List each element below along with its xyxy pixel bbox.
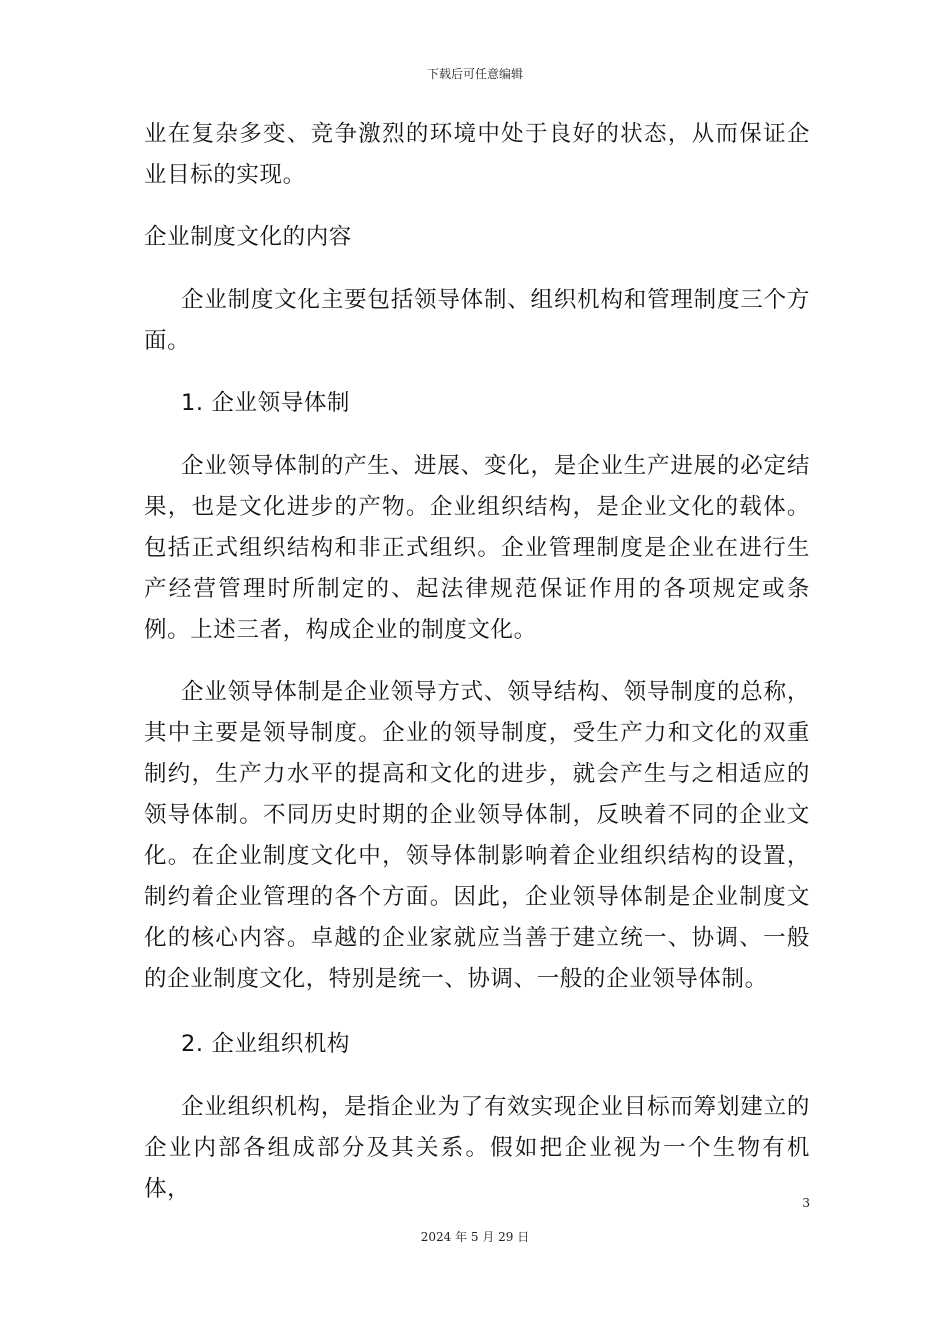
page-footer-date: 2024 年 5 月 29 日 xyxy=(420,1230,530,1244)
subheading-organization-structure: 2. 企业组织机构 xyxy=(181,1031,351,1057)
paragraph-organization-definition: 企业组织机构，是指企业为了有效实现企业目标而筹划建立的企业内部各组成部分及其关系。假如把企业视为一个生物有机体， xyxy=(144,1094,810,1202)
paragraph-leadership-definition: 企业领导体制是企业领导方式、领导结构、领导制度的总称，其中主要是领导制度。企业的领导制度，受生产力和文化的双重制约，生产力水平的提高和文化的进步，就会产生与之相适应的领导体制。不同历史时期的企业领导体制，反映着不同的企业文化。在企业制度文化中，领导体制影响着企业组织结构的设置，制约着企业管理的各个方面。因此，企业领导体制是企业制度文化的核心内容。卓越的企业家就应当善于建立统一、协调、一般的企业制度文化，特别是统一、协调、一般的企业领导体制。 xyxy=(144,679,810,992)
paragraph-continuation: 业在复杂多变、竞争激烈的环境中处于良好的状态，从而保证企业目标的实现。 xyxy=(144,121,810,188)
page-number: 3 xyxy=(802,1196,810,1210)
section-title: 企业制度文化的内容 xyxy=(144,224,352,250)
paragraph-leadership-origin: 企业领导体制的产生、进展、变化，是企业生产进展的必定结果，也是文化进步的产物。企业组织结构，是企业文化的载体。包括正式组织结构和非正式组织。企业管理制度是企业在进行生产经营管理时所制定的、起法律规范保证作用的各项规定或条例。上述三者，构成企业的制度文化。 xyxy=(144,453,810,643)
subheading-leadership-system: 1. 企业领导体制 xyxy=(181,390,351,416)
intro-paragraph: 企业制度文化主要包括领导体制、组织机构和管理制度三个方面。 xyxy=(144,287,810,354)
page-header: 下载后可任意编辑 xyxy=(426,67,523,81)
